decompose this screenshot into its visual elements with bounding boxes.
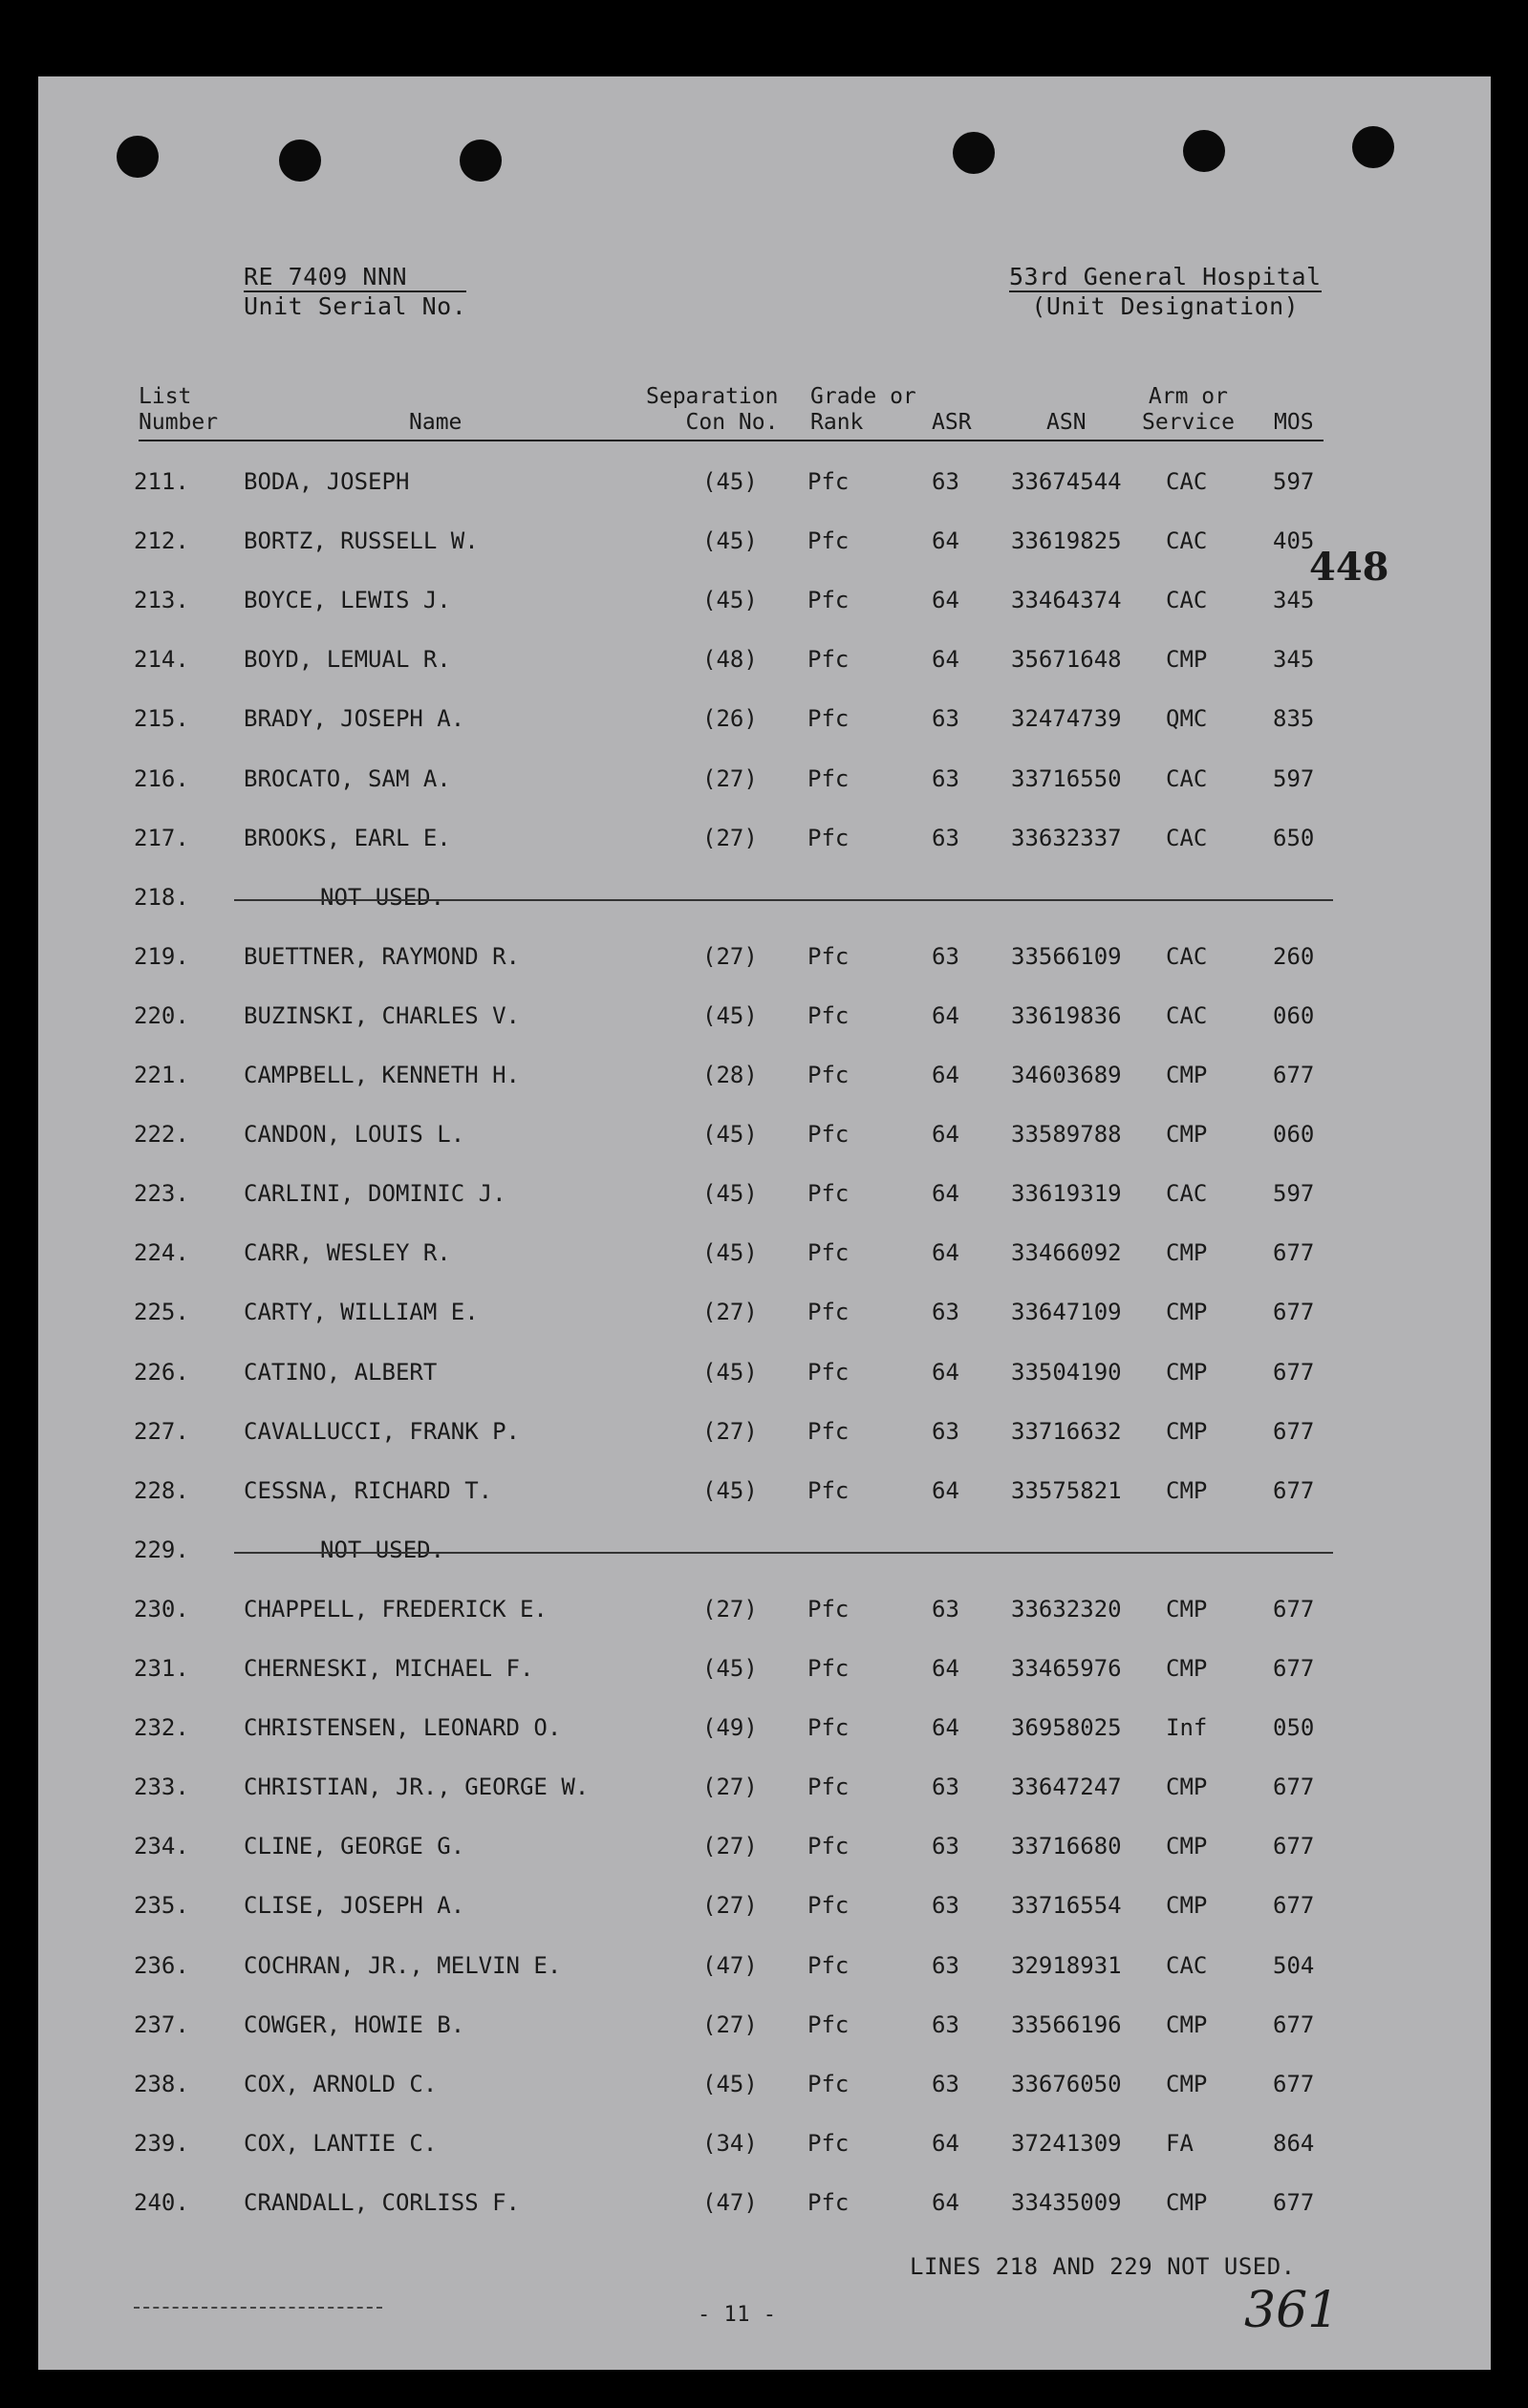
cell-con: (27) — [702, 1595, 758, 1623]
cell-num: 213. — [134, 587, 189, 614]
cell-name: CRANDALL, CORLISS F. — [244, 2188, 520, 2216]
cell-num: 223. — [134, 1180, 189, 1208]
cell-mos: 677 — [1273, 2010, 1315, 2038]
cell-rank: Pfc — [807, 824, 850, 851]
cell-asr: 64 — [932, 1358, 959, 1386]
table-row — [38, 527, 1491, 566]
cell-asn: 33566196 — [1011, 2010, 1122, 2038]
cell-rank: Pfc — [807, 1062, 850, 1088]
table-row — [38, 884, 1491, 922]
cell-asr: 63 — [932, 1892, 959, 1920]
cell-con: (27) — [702, 1774, 758, 1801]
cell-rank: Pfc — [807, 1595, 850, 1623]
cell-rank: Pfc — [807, 1714, 850, 1742]
col-list-number — [139, 384, 218, 436]
cell-asn: 33674544 — [1011, 468, 1122, 495]
cell-num: 238. — [134, 2070, 189, 2097]
cell-num: 211. — [134, 468, 189, 495]
cell-name: BORTZ, RUSSELL W. — [244, 527, 479, 555]
table-row — [38, 1299, 1491, 1337]
table-row — [38, 1239, 1491, 1278]
cell-rank: Pfc — [807, 2010, 850, 2038]
cell-name: COX, ARNOLD C. — [244, 2070, 438, 2097]
cell-rank: Pfc — [807, 468, 850, 495]
cell-asn: 33647109 — [1011, 1299, 1122, 1326]
cell-num: 219. — [134, 942, 189, 970]
cell-con: (28) — [702, 1062, 758, 1088]
cell-rank: Pfc — [807, 1417, 850, 1445]
cell-asn: 33619825 — [1011, 527, 1122, 555]
cell-num: 237. — [134, 2010, 189, 2038]
cell-asr: 64 — [932, 1180, 959, 1208]
table-row — [38, 705, 1491, 743]
cell-mos: 504 — [1273, 1951, 1315, 1979]
unit-serial-caption: Unit Serial No. — [244, 292, 467, 320]
cell-name: NOT USED. — [320, 883, 445, 911]
punch-hole — [460, 140, 502, 182]
col-list-number-line2: Number — [139, 410, 219, 435]
col-grade-line1: Grade or — [810, 384, 916, 409]
cell-rank: Pfc — [807, 764, 850, 792]
cell-arm: CAC — [1166, 764, 1208, 792]
cell-arm: CAC — [1166, 1180, 1208, 1208]
cell-name: CANDON, LOUIS L. — [244, 1121, 465, 1149]
table-row — [38, 1655, 1491, 1693]
cell-num: 234. — [134, 1833, 189, 1860]
cell-con: (47) — [702, 2188, 758, 2216]
cell-asr: 63 — [932, 2070, 959, 2097]
cell-asr: 63 — [932, 1951, 959, 1979]
col-separation-line2: Con No. — [685, 410, 779, 435]
cell-name: CAMPBELL, KENNETH H. — [244, 1062, 520, 1088]
table-row — [38, 1002, 1491, 1041]
cell-con: (45) — [702, 1121, 758, 1149]
table-row — [38, 2130, 1491, 2168]
cell-con: (27) — [702, 764, 758, 792]
cell-mos: 677 — [1273, 1358, 1315, 1386]
cell-rank: Pfc — [807, 2129, 850, 2157]
cell-asn: 33466092 — [1011, 1239, 1122, 1267]
cell-num: 226. — [134, 1358, 189, 1386]
col-separation — [646, 384, 778, 436]
cell-asn: 33632320 — [1011, 1595, 1122, 1623]
cell-asr: 64 — [932, 587, 959, 614]
cell-arm: CMP — [1166, 646, 1208, 674]
footer-note: LINES 218 AND 229 NOT USED. — [910, 2253, 1296, 2280]
cell-mos: 677 — [1273, 1774, 1315, 1801]
col-mos-label: MOS — [1274, 410, 1314, 435]
cell-rank: Pfc — [807, 1833, 850, 1860]
cell-arm: CAC — [1166, 587, 1208, 614]
cell-mos: 260 — [1273, 942, 1315, 970]
cell-num: 225. — [134, 1299, 189, 1326]
col-asr-label: ASR — [932, 410, 972, 435]
cell-mos: 677 — [1273, 1417, 1315, 1445]
cell-con: (45) — [702, 1655, 758, 1682]
cell-mos: 835 — [1273, 705, 1315, 733]
unit-designation — [1009, 263, 1322, 320]
cell-num: 220. — [134, 1001, 189, 1029]
cell-arm: CMP — [1166, 1121, 1208, 1149]
cell-arm: Inf — [1166, 1714, 1208, 1742]
cell-asn: 34603689 — [1011, 1062, 1122, 1088]
cell-con: (49) — [702, 1714, 758, 1742]
cell-num: 217. — [134, 824, 189, 851]
table-row — [38, 1596, 1491, 1634]
cell-arm: CAC — [1166, 1951, 1208, 1979]
cell-mos: 677 — [1273, 1299, 1315, 1326]
cell-asn: 33619319 — [1011, 1180, 1122, 1208]
cell-name: CHRISTIAN, JR., GEORGE W. — [244, 1774, 590, 1801]
cell-name: NOT USED. — [320, 1536, 445, 1563]
cell-asr: 64 — [932, 2129, 959, 2157]
cell-mos: 677 — [1273, 1892, 1315, 1920]
cell-name: COCHRAN, JR., MELVIN E. — [244, 1951, 562, 1979]
col-list-number-line1: List — [139, 384, 192, 409]
cell-asr: 63 — [932, 764, 959, 792]
cell-name: CATINO, ALBERT — [244, 1358, 438, 1386]
cell-asn: 33589788 — [1011, 1121, 1122, 1149]
cell-asr: 64 — [932, 1062, 959, 1088]
cell-rank: Pfc — [807, 1476, 850, 1504]
cell-con: (45) — [702, 1239, 758, 1267]
cell-mos: 677 — [1273, 1833, 1315, 1860]
cell-rank: Pfc — [807, 1121, 850, 1149]
cell-asr: 63 — [932, 705, 959, 733]
unit-serial-value: RE 7409 NNN — [244, 263, 466, 292]
cell-asn: 33465976 — [1011, 1655, 1122, 1682]
cell-asn: 35671648 — [1011, 646, 1122, 674]
table-row — [38, 1774, 1491, 1812]
cell-name: BROCATO, SAM A. — [244, 764, 451, 792]
table-row — [38, 1952, 1491, 1990]
table-row — [38, 1062, 1491, 1100]
cell-asr: 64 — [932, 1476, 959, 1504]
cell-mos: 597 — [1273, 764, 1315, 792]
unit-designation-caption: (Unit Designation) — [1031, 292, 1300, 320]
cell-mos: 597 — [1273, 1180, 1315, 1208]
cell-mos: 677 — [1273, 2188, 1315, 2216]
cell-mos: 345 — [1273, 587, 1315, 614]
cell-rank: Pfc — [807, 1774, 850, 1801]
cell-name: CHRISTENSEN, LEONARD O. — [244, 1714, 562, 1742]
cell-arm: CMP — [1166, 1476, 1208, 1504]
cell-num: 229. — [134, 1536, 189, 1563]
cell-asr: 63 — [932, 468, 959, 495]
cell-rank: Pfc — [807, 587, 850, 614]
cell-con: (47) — [702, 1951, 758, 1979]
cell-arm: CMP — [1166, 1239, 1208, 1267]
cell-asn: 33575821 — [1011, 1476, 1122, 1504]
cell-con: (45) — [702, 468, 758, 495]
cell-asr: 64 — [932, 1121, 959, 1149]
cell-arm: CAC — [1166, 1001, 1208, 1029]
cell-asn: 33716550 — [1011, 764, 1122, 792]
cell-num: 236. — [134, 1951, 189, 1979]
cell-arm: CMP — [1166, 1417, 1208, 1445]
cell-rank: Pfc — [807, 1358, 850, 1386]
cell-num: 231. — [134, 1655, 189, 1682]
stamp-number: 448 — [1309, 545, 1389, 590]
table-row — [38, 2071, 1491, 2109]
col-name — [409, 410, 462, 436]
col-arm-line1: Arm or — [1148, 384, 1229, 409]
col-grade-line2: Rank — [810, 410, 864, 435]
cell-asn: 33647247 — [1011, 1774, 1122, 1801]
cell-name: BROOKS, EARL E. — [244, 824, 451, 851]
cell-asn: 32918931 — [1011, 1951, 1122, 1979]
cell-name: CLINE, GEORGE G. — [244, 1833, 465, 1860]
strike-line — [234, 899, 1333, 901]
cell-con: (27) — [702, 942, 758, 970]
cell-asn: 36958025 — [1011, 1714, 1122, 1742]
cell-num: 214. — [134, 646, 189, 674]
cell-rank: Pfc — [807, 942, 850, 970]
cell-num: 212. — [134, 527, 189, 555]
cell-mos: 405 — [1273, 527, 1315, 555]
cell-asr: 63 — [932, 1299, 959, 1326]
cell-mos: 650 — [1273, 824, 1315, 851]
cell-rank: Pfc — [807, 1001, 850, 1029]
punch-hole — [117, 136, 159, 178]
cell-asn: 33504190 — [1011, 1358, 1122, 1386]
footer-rule — [134, 2307, 382, 2309]
cell-num: 218. — [134, 883, 189, 911]
punch-hole — [1183, 130, 1225, 172]
cell-arm: QMC — [1166, 705, 1208, 733]
punch-hole — [279, 140, 321, 182]
cell-asr: 64 — [932, 1714, 959, 1742]
cell-arm: FA — [1166, 2129, 1194, 2157]
cell-num: 228. — [134, 1476, 189, 1504]
cell-con: (27) — [702, 1892, 758, 1920]
table-row — [38, 943, 1491, 981]
cell-mos: 677 — [1273, 1239, 1315, 1267]
cell-asn: 33716554 — [1011, 1892, 1122, 1920]
punch-hole — [953, 132, 995, 174]
cell-mos: 677 — [1273, 1595, 1315, 1623]
cell-rank: Pfc — [807, 705, 850, 733]
cell-arm: CMP — [1166, 1062, 1208, 1088]
cell-asn: 33619836 — [1011, 1001, 1122, 1029]
cell-asr: 63 — [932, 942, 959, 970]
cell-con: (27) — [702, 824, 758, 851]
cell-rank: Pfc — [807, 1180, 850, 1208]
cell-name: CARTY, WILLIAM E. — [244, 1299, 479, 1326]
cell-rank: Pfc — [807, 1239, 850, 1267]
cell-asr: 63 — [932, 1774, 959, 1801]
cell-arm: CMP — [1166, 1833, 1208, 1860]
table-row — [38, 1359, 1491, 1397]
cell-rank: Pfc — [807, 646, 850, 674]
table-row — [38, 1418, 1491, 1456]
cell-num: 232. — [134, 1714, 189, 1742]
cell-num: 235. — [134, 1892, 189, 1920]
cell-asn: 33716680 — [1011, 1833, 1122, 1860]
table-row — [38, 825, 1491, 863]
cell-asn: 33632337 — [1011, 824, 1122, 851]
col-asr — [932, 410, 972, 436]
cell-mos: 677 — [1273, 1062, 1315, 1088]
cell-asn: 33716632 — [1011, 1417, 1122, 1445]
cell-num: 227. — [134, 1417, 189, 1445]
cell-name: CAVALLUCCI, FRANK P. — [244, 1417, 520, 1445]
cell-name: BODA, JOSEPH — [244, 468, 410, 495]
cell-asn: 32474739 — [1011, 705, 1122, 733]
cell-name: BUETTNER, RAYMOND R. — [244, 942, 520, 970]
cell-con: (45) — [702, 1180, 758, 1208]
cell-arm: CMP — [1166, 1358, 1208, 1386]
cell-num: 224. — [134, 1239, 189, 1267]
cell-arm: CMP — [1166, 1595, 1208, 1623]
table-row — [38, 1537, 1491, 1575]
cell-arm: CAC — [1166, 824, 1208, 851]
cell-name: BRADY, JOSEPH A. — [244, 705, 465, 733]
cell-num: 233. — [134, 1774, 189, 1801]
cell-name: COX, LANTIE C. — [244, 2129, 438, 2157]
cell-arm: CMP — [1166, 1299, 1208, 1326]
cell-name: CHAPPELL, FREDERICK E. — [244, 1595, 548, 1623]
punch-hole — [1352, 126, 1394, 168]
col-asn — [1046, 410, 1087, 436]
cell-asn: 33435009 — [1011, 2188, 1122, 2216]
table-row — [38, 468, 1491, 506]
cell-asn: 33464374 — [1011, 587, 1122, 614]
header-rule — [139, 440, 1324, 441]
col-name-label: Name — [409, 410, 463, 435]
cell-num: 230. — [134, 1595, 189, 1623]
col-arm-line2: Service — [1142, 410, 1235, 435]
cell-name: COWGER, HOWIE B. — [244, 2010, 465, 2038]
col-asn-label: ASN — [1046, 410, 1087, 435]
cell-mos: 597 — [1273, 468, 1315, 495]
cell-num: 240. — [134, 2188, 189, 2216]
table-row — [38, 1180, 1491, 1218]
cell-asr: 63 — [932, 1595, 959, 1623]
cell-con: (45) — [702, 587, 758, 614]
cell-mos: 060 — [1273, 1121, 1315, 1149]
strike-line — [234, 1552, 1333, 1554]
cell-name: BOYD, LEMUAL R. — [244, 646, 451, 674]
cell-name: CHERNESKI, MICHAEL F. — [244, 1655, 534, 1682]
cell-con: (48) — [702, 646, 758, 674]
cell-con: (27) — [702, 1833, 758, 1860]
cell-con: (45) — [702, 1476, 758, 1504]
cell-asr: 64 — [932, 527, 959, 555]
cell-arm: CMP — [1166, 1774, 1208, 1801]
cell-name: CARR, WESLEY R. — [244, 1239, 451, 1267]
cell-mos: 677 — [1273, 2070, 1315, 2097]
cell-arm: CMP — [1166, 2010, 1208, 2038]
cell-con: (45) — [702, 1001, 758, 1029]
page-marker: - 11 - — [698, 2303, 777, 2327]
cell-asr: 64 — [932, 1239, 959, 1267]
cell-name: CARLINI, DOMINIC J. — [244, 1180, 506, 1208]
cell-con: (26) — [702, 705, 758, 733]
table-row — [38, 646, 1491, 684]
cell-name: CLISE, JOSEPH A. — [244, 1892, 465, 1920]
cell-asr: 63 — [932, 1417, 959, 1445]
cell-arm: CMP — [1166, 1655, 1208, 1682]
cell-con: (34) — [702, 2129, 758, 2157]
cell-name: CESSNA, RICHARD T. — [244, 1476, 493, 1504]
handwritten-number: 361 — [1244, 2282, 1340, 2339]
cell-asn: 33566109 — [1011, 942, 1122, 970]
cell-arm: CMP — [1166, 1892, 1208, 1920]
cell-asn: 33676050 — [1011, 2070, 1122, 2097]
cell-name: BUZINSKI, CHARLES V. — [244, 1001, 520, 1029]
cell-arm: CAC — [1166, 527, 1208, 555]
cell-rank: Pfc — [807, 2070, 850, 2097]
unit-serial — [244, 263, 466, 320]
cell-mos: 677 — [1273, 1476, 1315, 1504]
cell-mos: 864 — [1273, 2129, 1315, 2157]
cell-con: (45) — [702, 2070, 758, 2097]
col-mos — [1274, 410, 1314, 436]
table-row — [38, 765, 1491, 804]
cell-mos: 050 — [1273, 1714, 1315, 1742]
cell-arm: CAC — [1166, 942, 1208, 970]
cell-rank: Pfc — [807, 527, 850, 555]
cell-mos: 677 — [1273, 1655, 1315, 1682]
cell-con: (27) — [702, 1299, 758, 1326]
table-row — [38, 2011, 1491, 2050]
table-row — [38, 1714, 1491, 1752]
cell-rank: Pfc — [807, 2188, 850, 2216]
cell-arm: CMP — [1166, 2188, 1208, 2216]
cell-mos: 345 — [1273, 646, 1315, 674]
cell-rank: Pfc — [807, 1892, 850, 1920]
cell-asn: 37241309 — [1011, 2129, 1122, 2157]
cell-arm: CAC — [1166, 468, 1208, 495]
cell-rank: Pfc — [807, 1951, 850, 1979]
cell-arm: CMP — [1166, 2070, 1208, 2097]
table-row — [38, 1121, 1491, 1159]
cell-asr: 63 — [932, 2010, 959, 2038]
cell-con: (27) — [702, 2010, 758, 2038]
cell-rank: Pfc — [807, 1299, 850, 1326]
cell-asr: 64 — [932, 2188, 959, 2216]
cell-num: 239. — [134, 2129, 189, 2157]
cell-asr: 64 — [932, 646, 959, 674]
document-page — [38, 76, 1491, 2370]
cell-name: BOYCE, LEWIS J. — [244, 587, 451, 614]
table-row — [38, 1833, 1491, 1871]
cell-con: (45) — [702, 1358, 758, 1386]
cell-num: 215. — [134, 705, 189, 733]
cell-asr: 64 — [932, 1655, 959, 1682]
cell-num: 222. — [134, 1121, 189, 1149]
table-row — [38, 2189, 1491, 2227]
table-row — [38, 1477, 1491, 1516]
cell-asr: 63 — [932, 824, 959, 851]
table-row — [38, 1892, 1491, 1930]
cell-con: (27) — [702, 1417, 758, 1445]
cell-rank: Pfc — [807, 1655, 850, 1682]
col-arm — [1142, 384, 1235, 436]
cell-asr: 63 — [932, 1833, 959, 1860]
cell-asr: 64 — [932, 1001, 959, 1029]
cell-num: 221. — [134, 1062, 189, 1088]
table-row — [38, 587, 1491, 625]
unit-designation-value: 53rd General Hospital — [1009, 263, 1322, 290]
cell-mos: 060 — [1273, 1001, 1315, 1029]
col-separation-line1: Separation — [646, 384, 779, 409]
cell-con: (45) — [702, 527, 758, 555]
cell-num: 216. — [134, 764, 189, 792]
col-grade — [810, 384, 916, 436]
